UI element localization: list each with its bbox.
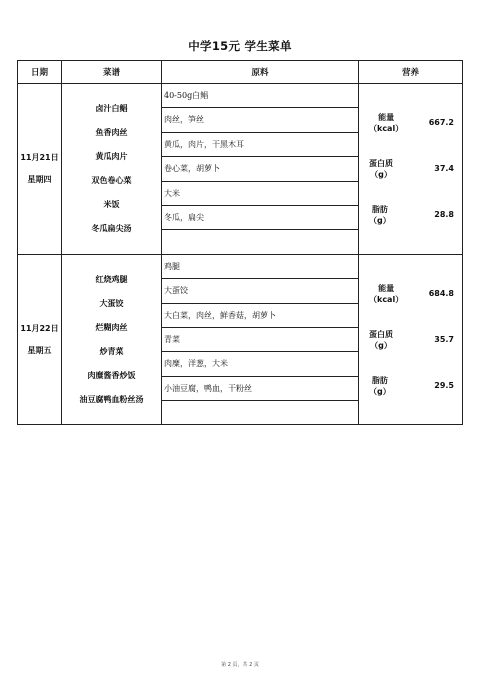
nutrition-label — [369, 375, 391, 397]
nutrition-cell — [359, 254, 463, 425]
nutrition-unit: （g） — [370, 169, 392, 179]
ingredient-line: 大白菜，肉丝，鲜香菇，胡萝卜 — [162, 304, 358, 328]
nutrition-name: 脂肪 — [371, 204, 388, 214]
date-label: 11月21日 — [20, 152, 59, 162]
nutrition-unit: （kcal） — [369, 123, 404, 133]
nutrition-value: 684.8 — [428, 289, 454, 299]
ingredient-line: 鸡腿 — [162, 255, 358, 279]
ingredient-line: 青菜 — [162, 328, 358, 352]
ingredient-line — [162, 230, 358, 253]
nutrition-name: 能量 — [378, 283, 395, 293]
ingredient-line: 肉丝，笋丝 — [162, 108, 358, 132]
nutrition-unit: （g） — [369, 386, 391, 396]
header-date: 日期 — [18, 61, 62, 84]
date-cell — [18, 84, 62, 255]
page-title: 中学15元 学生菜单 — [188, 39, 292, 53]
nutrition-energy — [359, 271, 462, 317]
weekday-label: 星期四 — [27, 174, 52, 184]
nutrition-cell — [359, 84, 463, 255]
dish-item: 米饭 — [103, 199, 120, 209]
nutrition-unit: （g） — [369, 215, 391, 225]
ingredient-line: 大蛋饺 — [162, 279, 358, 303]
header-ingredients: 原料 — [162, 61, 359, 84]
dish-item: 卤汁白鲳 — [95, 103, 128, 113]
header-nutrition: 营养 — [359, 61, 463, 84]
nutrition-name: 能量 — [378, 112, 395, 122]
nutrition-protein — [359, 146, 462, 192]
date-cell — [18, 254, 62, 425]
dish-item: 油豆腐鸭血粉丝汤 — [79, 394, 144, 404]
nutrition-label — [369, 329, 393, 351]
nutrition-name: 蛋白质 — [369, 329, 393, 339]
ingredient-line: 小油豆腐，鸭血，干粉丝 — [162, 377, 358, 401]
ingredient-line: 卷心菜，胡萝卜 — [162, 157, 358, 181]
ingredients-cell — [162, 84, 359, 255]
dish-item: 炒青菜 — [99, 346, 124, 356]
ingredients-cell — [162, 254, 359, 425]
nutrition-value: 29.5 — [434, 381, 454, 391]
nutrition-value: 35.7 — [434, 335, 454, 345]
nutrition-label — [369, 158, 393, 180]
dish-item: 冬瓜扁尖汤 — [91, 223, 132, 233]
nutrition-value: 37.4 — [434, 164, 454, 174]
weekday-label: 星期五 — [27, 345, 52, 355]
nutrition-protein — [359, 317, 462, 363]
nutrition-energy — [359, 100, 462, 146]
dish-item: 红烧鸡腿 — [95, 274, 128, 284]
dishes-cell — [62, 254, 162, 425]
ingredient-line: 冬瓜，扁尖 — [162, 206, 358, 230]
ingredient-line — [162, 401, 358, 424]
dish-item: 大蛋饺 — [99, 298, 124, 308]
nutrition-label — [369, 204, 391, 226]
day-row-friday — [18, 254, 463, 425]
header-dishes: 菜谱 — [62, 61, 162, 84]
nutrition-fat — [359, 363, 462, 409]
dish-item: 肉糜酱香炒饭 — [87, 370, 136, 380]
dish-item: 双色卷心菜 — [91, 175, 132, 185]
nutrition-label — [369, 283, 403, 305]
nutrition-value: 28.8 — [434, 210, 454, 220]
ingredient-line: 肉糜，洋葱，大米 — [162, 352, 358, 376]
page-footer: 第 2 页，共 2 页 — [221, 662, 259, 668]
nutrition-value: 667.2 — [428, 118, 454, 128]
nutrition-unit: （g） — [370, 340, 392, 350]
ingredient-line: 大米 — [162, 182, 358, 206]
dish-item: 烂糊肉丝 — [95, 322, 128, 332]
date-label: 11月22日 — [20, 323, 59, 333]
ingredient-line: 40-50g白鲳 — [162, 84, 358, 108]
dish-item: 黄瓜肉片 — [95, 151, 128, 161]
header-row — [18, 61, 463, 84]
nutrition-name: 蛋白质 — [369, 158, 393, 168]
nutrition-fat — [359, 192, 462, 238]
menu-table — [17, 60, 463, 425]
dish-item: 鱼香肉丝 — [95, 127, 128, 137]
day-row-thursday — [18, 84, 463, 255]
ingredient-line: 黄瓜，肉片，干黑木耳 — [162, 133, 358, 157]
nutrition-label — [369, 112, 403, 134]
nutrition-unit: （kcal） — [369, 294, 404, 304]
nutrition-name: 脂肪 — [371, 375, 388, 385]
dishes-cell — [62, 84, 162, 255]
